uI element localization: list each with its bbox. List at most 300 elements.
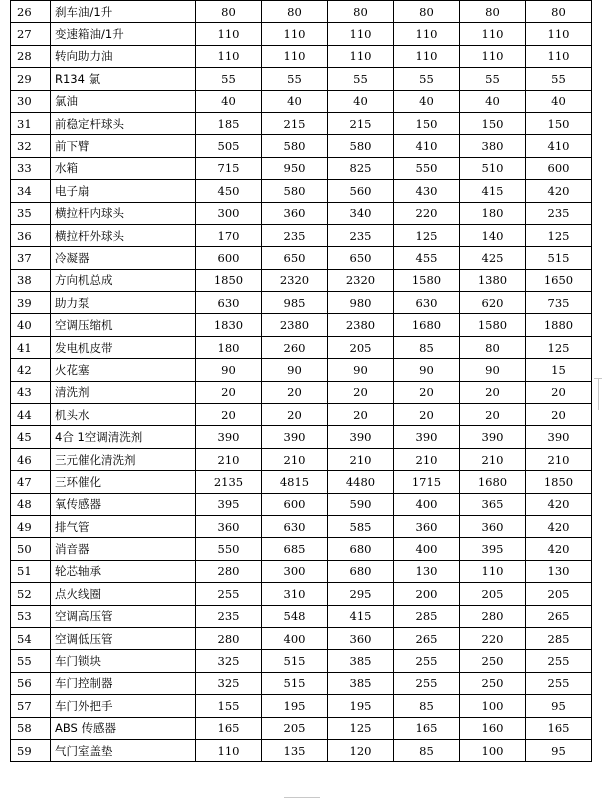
price-cell: 205 — [328, 336, 394, 358]
price-cell: 55 — [394, 68, 460, 90]
price-cell: 55 — [460, 68, 526, 90]
price-cell: 620 — [460, 292, 526, 314]
price-cell: 285 — [526, 627, 592, 649]
row-number-cell: 58 — [11, 717, 51, 739]
table-row — [11, 515, 592, 537]
row-number-cell: 29 — [11, 68, 51, 90]
price-cell: 110 — [526, 45, 592, 67]
price-cell: 80 — [394, 1, 460, 23]
price-cell: 40 — [328, 90, 394, 112]
price-cell: 110 — [394, 23, 460, 45]
part-name-cell: 冷凝器 — [51, 247, 196, 269]
price-cell: 120 — [328, 739, 394, 761]
price-cell: 80 — [460, 336, 526, 358]
price-cell: 205 — [526, 583, 592, 605]
price-cell: 380 — [460, 135, 526, 157]
part-name-cell: 横拉杆内球头 — [51, 202, 196, 224]
price-cell: 110 — [394, 45, 460, 67]
table-row — [11, 180, 592, 202]
part-name-cell: 三元催化清洗剂 — [51, 448, 196, 470]
price-cell: 650 — [328, 247, 394, 269]
price-cell: 185 — [196, 112, 262, 134]
table-row — [11, 269, 592, 291]
row-number-cell: 44 — [11, 404, 51, 426]
table-row — [11, 68, 592, 90]
table-row — [11, 672, 592, 694]
price-cell: 2135 — [196, 471, 262, 493]
table-row — [11, 314, 592, 336]
part-name-cell: 氯油 — [51, 90, 196, 112]
price-cell: 400 — [262, 627, 328, 649]
price-cell: 585 — [328, 515, 394, 537]
price-cell: 170 — [196, 224, 262, 246]
part-name-cell: 空调低压管 — [51, 627, 196, 649]
part-name-cell: 横拉杆外球头 — [51, 224, 196, 246]
row-number-cell: 59 — [11, 739, 51, 761]
price-cell: 630 — [394, 292, 460, 314]
row-number-cell: 38 — [11, 269, 51, 291]
price-cell: 980 — [328, 292, 394, 314]
price-cell: 450 — [196, 180, 262, 202]
row-number-cell: 30 — [11, 90, 51, 112]
row-number-cell: 41 — [11, 336, 51, 358]
price-cell: 130 — [394, 560, 460, 582]
part-name-cell: 车门锁块 — [51, 650, 196, 672]
price-cell: 580 — [262, 135, 328, 157]
price-cell: 205 — [262, 717, 328, 739]
row-number-cell: 27 — [11, 23, 51, 45]
price-cell: 90 — [262, 359, 328, 381]
part-name-cell: 火花塞 — [51, 359, 196, 381]
table-row — [11, 471, 592, 493]
table-row — [11, 135, 592, 157]
price-cell: 40 — [526, 90, 592, 112]
price-cell: 125 — [526, 336, 592, 358]
price-cell: 548 — [262, 605, 328, 627]
price-cell: 420 — [526, 180, 592, 202]
price-cell: 55 — [262, 68, 328, 90]
price-cell: 235 — [526, 202, 592, 224]
price-cell: 360 — [196, 515, 262, 537]
price-cell: 390 — [526, 426, 592, 448]
price-cell: 20 — [460, 381, 526, 403]
price-cell: 420 — [526, 515, 592, 537]
price-cell: 210 — [460, 448, 526, 470]
part-name-cell: 三环催化 — [51, 471, 196, 493]
part-name-cell: 空调高压管 — [51, 605, 196, 627]
price-cell: 2320 — [262, 269, 328, 291]
part-name-cell: 方向机总成 — [51, 269, 196, 291]
price-cell: 300 — [262, 560, 328, 582]
price-cell: 455 — [394, 247, 460, 269]
price-cell: 20 — [262, 381, 328, 403]
price-cell: 255 — [394, 650, 460, 672]
table-row — [11, 381, 592, 403]
part-name-cell: 前下臂 — [51, 135, 196, 157]
price-cell: 20 — [460, 404, 526, 426]
price-cell: 20 — [328, 404, 394, 426]
row-number-cell: 47 — [11, 471, 51, 493]
part-name-cell: 空调压缩机 — [51, 314, 196, 336]
part-name-cell: ABS 传感器 — [51, 717, 196, 739]
price-cell: 680 — [328, 560, 394, 582]
part-name-cell: 水箱 — [51, 157, 196, 179]
table-row — [11, 493, 592, 515]
price-cell: 395 — [460, 538, 526, 560]
price-cell: 425 — [460, 247, 526, 269]
price-cell: 390 — [262, 426, 328, 448]
row-number-cell: 46 — [11, 448, 51, 470]
price-cell: 55 — [526, 68, 592, 90]
price-cell: 265 — [394, 627, 460, 649]
price-cell: 140 — [460, 224, 526, 246]
price-cell: 80 — [196, 1, 262, 23]
price-cell: 590 — [328, 493, 394, 515]
price-cell: 100 — [460, 739, 526, 761]
price-cell: 205 — [460, 583, 526, 605]
price-cell: 250 — [460, 650, 526, 672]
table-row — [11, 23, 592, 45]
table-row — [11, 202, 592, 224]
price-cell: 300 — [196, 202, 262, 224]
price-cell: 2380 — [328, 314, 394, 336]
price-cell: 40 — [262, 90, 328, 112]
price-cell: 55 — [196, 68, 262, 90]
price-cell: 150 — [526, 112, 592, 134]
price-cell: 1880 — [526, 314, 592, 336]
price-cell: 20 — [262, 404, 328, 426]
table-row — [11, 717, 592, 739]
price-cell: 130 — [526, 560, 592, 582]
price-cell: 250 — [460, 672, 526, 694]
price-cell: 80 — [262, 1, 328, 23]
price-cell: 215 — [262, 112, 328, 134]
price-cell: 1680 — [460, 471, 526, 493]
row-number-cell: 26 — [11, 1, 51, 23]
price-cell: 1380 — [460, 269, 526, 291]
price-cell: 265 — [526, 605, 592, 627]
price-cell: 110 — [196, 45, 262, 67]
row-number-cell: 40 — [11, 314, 51, 336]
part-name-cell: 轮芯轴承 — [51, 560, 196, 582]
row-number-cell: 43 — [11, 381, 51, 403]
price-cell: 255 — [196, 583, 262, 605]
price-cell: 630 — [262, 515, 328, 537]
row-number-cell: 50 — [11, 538, 51, 560]
price-cell: 90 — [328, 359, 394, 381]
price-cell: 210 — [394, 448, 460, 470]
price-cell: 80 — [460, 1, 526, 23]
price-cell: 55 — [328, 68, 394, 90]
price-cell: 110 — [262, 45, 328, 67]
table-row — [11, 404, 592, 426]
part-name-cell: 点火线圈 — [51, 583, 196, 605]
price-cell: 95 — [526, 739, 592, 761]
price-cell: 110 — [196, 739, 262, 761]
price-cell: 235 — [328, 224, 394, 246]
price-cell: 395 — [196, 493, 262, 515]
price-cell: 165 — [394, 717, 460, 739]
price-cell: 420 — [526, 538, 592, 560]
price-cell: 90 — [460, 359, 526, 381]
table-row — [11, 1, 592, 23]
price-cell: 235 — [262, 224, 328, 246]
price-cell: 125 — [394, 224, 460, 246]
price-cell: 580 — [328, 135, 394, 157]
price-cell: 110 — [196, 23, 262, 45]
price-cell: 195 — [328, 695, 394, 717]
price-cell: 220 — [394, 202, 460, 224]
price-cell: 515 — [262, 650, 328, 672]
price-cell: 410 — [394, 135, 460, 157]
row-number-cell: 56 — [11, 672, 51, 694]
price-cell: 510 — [460, 157, 526, 179]
price-cell: 165 — [526, 717, 592, 739]
price-cell: 95 — [526, 695, 592, 717]
price-cell: 255 — [526, 672, 592, 694]
price-cell: 85 — [394, 739, 460, 761]
price-cell: 160 — [460, 717, 526, 739]
row-number-cell: 49 — [11, 515, 51, 537]
row-number-cell: 28 — [11, 45, 51, 67]
price-cell: 40 — [394, 90, 460, 112]
price-cell: 150 — [460, 112, 526, 134]
price-cell: 260 — [262, 336, 328, 358]
table-row — [11, 359, 592, 381]
price-cell: 430 — [394, 180, 460, 202]
price-cell: 125 — [526, 224, 592, 246]
price-cell: 4480 — [328, 471, 394, 493]
price-cell: 685 — [262, 538, 328, 560]
part-name-cell: 4合 1空调清洗剂 — [51, 426, 196, 448]
price-cell: 110 — [460, 23, 526, 45]
table-body — [11, 1, 592, 762]
price-cell: 825 — [328, 157, 394, 179]
table-row — [11, 560, 592, 582]
price-cell: 80 — [328, 1, 394, 23]
price-cell: 80 — [526, 1, 592, 23]
table-row — [11, 157, 592, 179]
price-cell: 100 — [460, 695, 526, 717]
page-edge-mark — [598, 378, 599, 410]
row-number-cell: 52 — [11, 583, 51, 605]
price-cell: 210 — [526, 448, 592, 470]
price-cell: 340 — [328, 202, 394, 224]
price-cell: 255 — [526, 650, 592, 672]
price-cell: 125 — [328, 717, 394, 739]
row-number-cell: 51 — [11, 560, 51, 582]
price-cell: 1680 — [394, 314, 460, 336]
row-number-cell: 31 — [11, 112, 51, 134]
price-cell: 1830 — [196, 314, 262, 336]
price-cell: 135 — [262, 739, 328, 761]
price-cell: 20 — [526, 381, 592, 403]
price-cell: 280 — [196, 627, 262, 649]
price-cell: 310 — [262, 583, 328, 605]
price-cell: 285 — [394, 605, 460, 627]
price-cell: 360 — [262, 202, 328, 224]
price-cell: 215 — [328, 112, 394, 134]
row-number-cell: 33 — [11, 157, 51, 179]
table-row — [11, 292, 592, 314]
price-cell: 15 — [526, 359, 592, 381]
part-name-cell: 排气管 — [51, 515, 196, 537]
row-number-cell: 36 — [11, 224, 51, 246]
price-cell: 985 — [262, 292, 328, 314]
part-name-cell: 前稳定杆球头 — [51, 112, 196, 134]
price-cell: 200 — [394, 583, 460, 605]
price-cell: 20 — [394, 404, 460, 426]
price-cell: 110 — [328, 23, 394, 45]
price-cell: 390 — [460, 426, 526, 448]
price-cell: 950 — [262, 157, 328, 179]
table-row — [11, 247, 592, 269]
price-cell: 210 — [196, 448, 262, 470]
price-cell: 40 — [196, 90, 262, 112]
price-cell: 680 — [328, 538, 394, 560]
part-name-cell: 消音器 — [51, 538, 196, 560]
price-cell: 20 — [526, 404, 592, 426]
part-name-cell: 氧传感器 — [51, 493, 196, 515]
row-number-cell: 54 — [11, 627, 51, 649]
price-cell: 390 — [196, 426, 262, 448]
parts-price-table — [10, 0, 592, 762]
row-number-cell: 55 — [11, 650, 51, 672]
price-cell: 20 — [196, 381, 262, 403]
table-row — [11, 426, 592, 448]
part-name-cell: R134 氯 — [51, 68, 196, 90]
row-number-cell: 39 — [11, 292, 51, 314]
price-cell: 110 — [262, 23, 328, 45]
price-cell: 2320 — [328, 269, 394, 291]
row-number-cell: 57 — [11, 695, 51, 717]
table-row — [11, 650, 592, 672]
price-cell: 1650 — [526, 269, 592, 291]
price-cell: 550 — [196, 538, 262, 560]
price-cell: 410 — [526, 135, 592, 157]
table-row — [11, 583, 592, 605]
price-cell: 2380 — [262, 314, 328, 336]
table-row — [11, 739, 592, 761]
price-cell: 385 — [328, 672, 394, 694]
part-name-cell: 机头水 — [51, 404, 196, 426]
table-row — [11, 112, 592, 134]
table-row — [11, 695, 592, 717]
price-cell: 110 — [460, 45, 526, 67]
row-number-cell: 48 — [11, 493, 51, 515]
price-cell: 155 — [196, 695, 262, 717]
price-cell: 400 — [394, 538, 460, 560]
price-cell: 295 — [328, 583, 394, 605]
price-cell: 255 — [394, 672, 460, 694]
price-cell: 715 — [196, 157, 262, 179]
price-cell: 195 — [262, 695, 328, 717]
part-name-cell: 刹车油/1升 — [51, 1, 196, 23]
price-cell: 390 — [328, 426, 394, 448]
price-cell: 420 — [526, 493, 592, 515]
price-cell: 20 — [328, 381, 394, 403]
price-cell: 4815 — [262, 471, 328, 493]
price-cell: 1715 — [394, 471, 460, 493]
price-cell: 515 — [262, 672, 328, 694]
price-cell: 85 — [394, 336, 460, 358]
row-number-cell: 42 — [11, 359, 51, 381]
price-cell: 40 — [460, 90, 526, 112]
price-cell: 415 — [460, 180, 526, 202]
price-cell: 325 — [196, 672, 262, 694]
table-row — [11, 605, 592, 627]
price-cell: 180 — [460, 202, 526, 224]
price-cell: 385 — [328, 650, 394, 672]
price-cell: 180 — [196, 336, 262, 358]
row-number-cell: 34 — [11, 180, 51, 202]
price-cell: 505 — [196, 135, 262, 157]
price-cell: 20 — [394, 381, 460, 403]
price-cell: 650 — [262, 247, 328, 269]
part-name-cell: 电子扇 — [51, 180, 196, 202]
price-cell: 735 — [526, 292, 592, 314]
part-name-cell: 转向助力油 — [51, 45, 196, 67]
price-cell: 600 — [196, 247, 262, 269]
price-cell: 580 — [262, 180, 328, 202]
price-cell: 400 — [394, 493, 460, 515]
price-cell: 210 — [262, 448, 328, 470]
price-cell: 110 — [328, 45, 394, 67]
price-cell: 550 — [394, 157, 460, 179]
price-cell: 165 — [196, 717, 262, 739]
price-cell: 280 — [460, 605, 526, 627]
price-cell: 360 — [328, 627, 394, 649]
part-name-cell: 清洗剂 — [51, 381, 196, 403]
price-cell: 360 — [394, 515, 460, 537]
part-name-cell: 发电机皮带 — [51, 336, 196, 358]
price-cell: 90 — [394, 359, 460, 381]
table-row — [11, 90, 592, 112]
price-cell: 150 — [394, 112, 460, 134]
table-row — [11, 336, 592, 358]
price-cell: 20 — [196, 404, 262, 426]
table-row — [11, 45, 592, 67]
price-cell: 280 — [196, 560, 262, 582]
price-cell: 560 — [328, 180, 394, 202]
price-cell: 1580 — [394, 269, 460, 291]
price-cell: 390 — [394, 426, 460, 448]
price-cell: 515 — [526, 247, 592, 269]
price-cell: 90 — [196, 359, 262, 381]
price-cell: 1850 — [196, 269, 262, 291]
row-number-cell: 32 — [11, 135, 51, 157]
table-row — [11, 224, 592, 246]
row-number-cell: 45 — [11, 426, 51, 448]
part-name-cell: 车门外把手 — [51, 695, 196, 717]
part-name-cell: 助力泵 — [51, 292, 196, 314]
part-name-cell: 车门控制器 — [51, 672, 196, 694]
price-cell: 630 — [196, 292, 262, 314]
table-row — [11, 448, 592, 470]
price-cell: 110 — [460, 560, 526, 582]
row-number-cell: 35 — [11, 202, 51, 224]
row-number-cell: 53 — [11, 605, 51, 627]
page-edge-mark — [284, 797, 320, 798]
price-cell: 360 — [460, 515, 526, 537]
price-cell: 415 — [328, 605, 394, 627]
part-name-cell: 气门室盖垫 — [51, 739, 196, 761]
price-cell: 1580 — [460, 314, 526, 336]
price-cell: 325 — [196, 650, 262, 672]
price-cell: 210 — [328, 448, 394, 470]
price-cell: 600 — [262, 493, 328, 515]
price-cell: 365 — [460, 493, 526, 515]
